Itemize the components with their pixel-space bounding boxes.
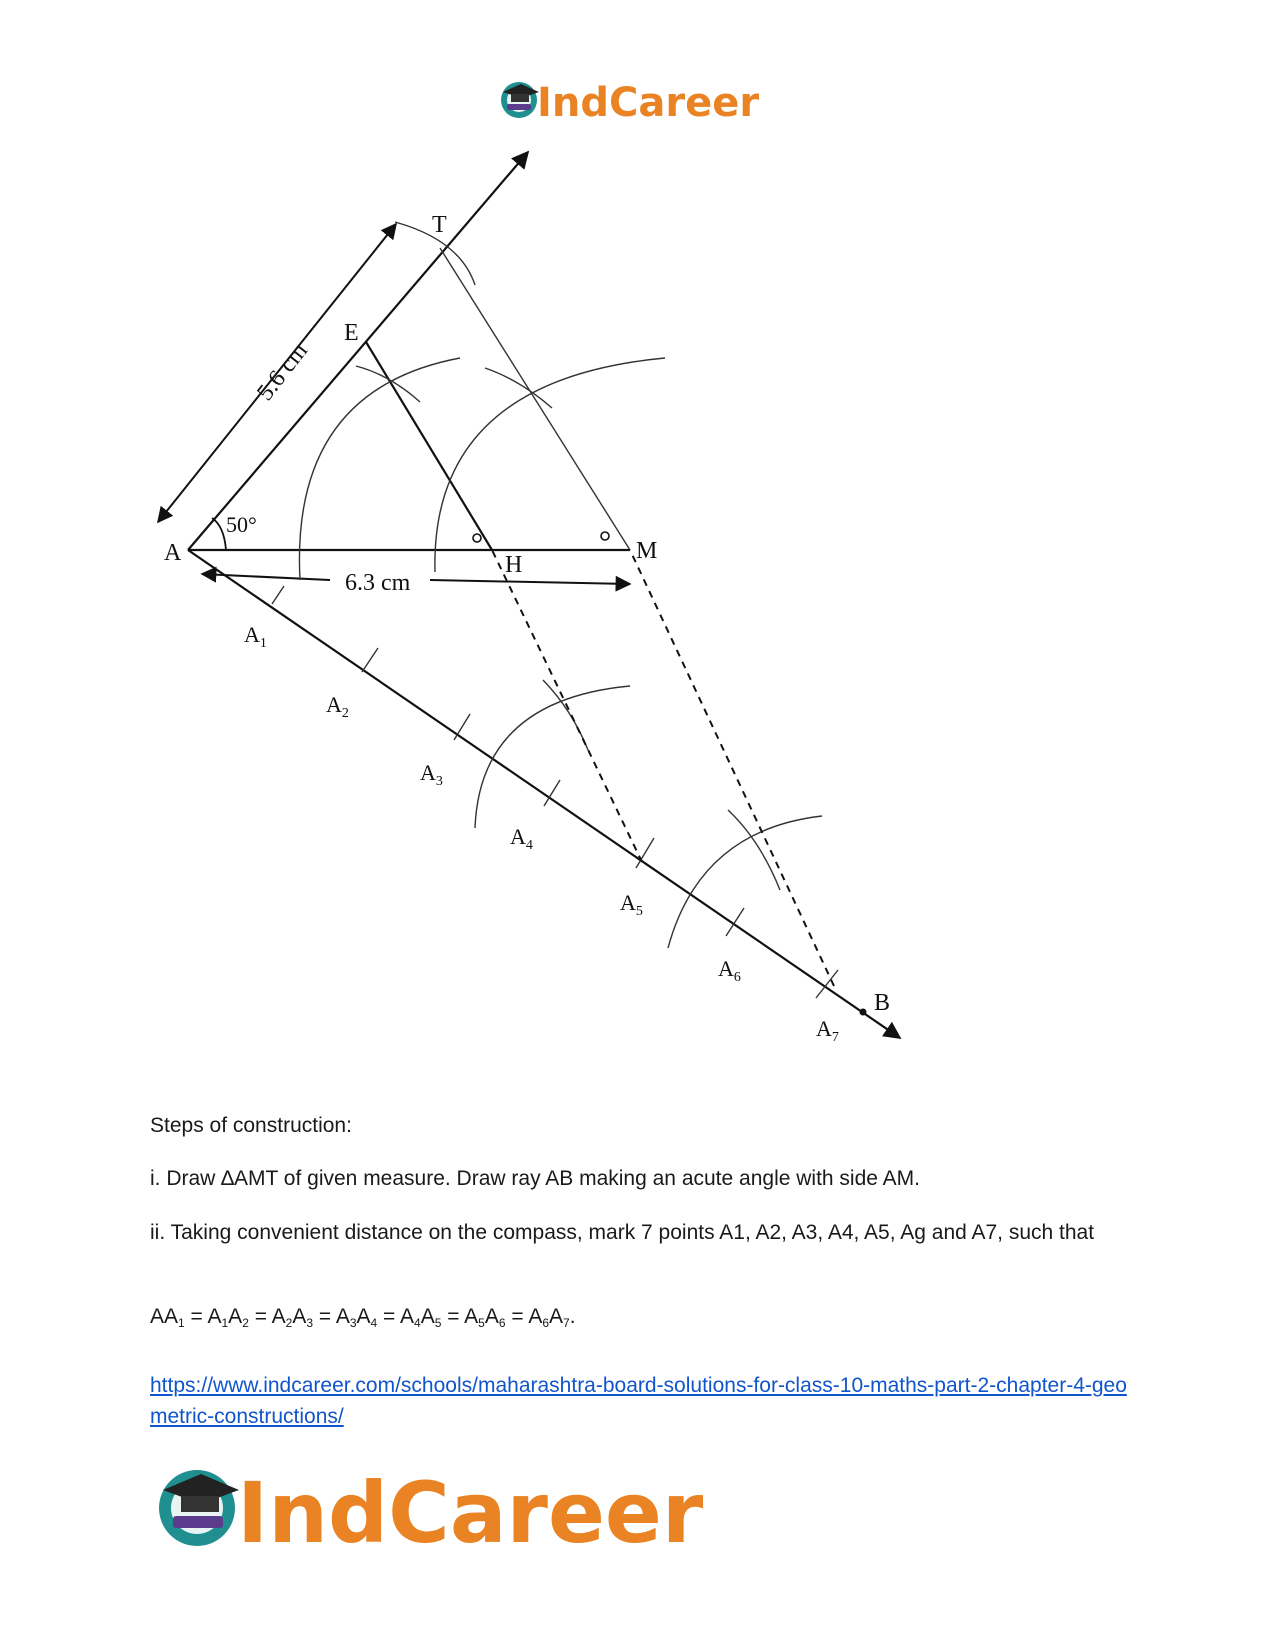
label-am-length: 6.3 cm (345, 570, 411, 596)
equation-subscript: 1 (221, 1316, 229, 1330)
equation-subscript: 3 (306, 1316, 314, 1330)
label-a4: $A_4$ (510, 824, 533, 853)
tick-a1 (272, 586, 284, 604)
label-a7: $A_7$ (816, 1016, 839, 1045)
point-b-dot (860, 1009, 867, 1016)
indcareer-logo-bottom (155, 1458, 705, 1558)
steps-heading-block (150, 1110, 1130, 1141)
step-2-block (150, 1217, 1130, 1248)
angle-mark-m (601, 532, 609, 540)
steps-heading: Steps of construction: (150, 1114, 352, 1137)
equation-text: = A (248, 1305, 286, 1328)
equation-subscript: 4 (414, 1316, 421, 1330)
equation-text: = A (377, 1305, 414, 1328)
tick-h2 (543, 680, 588, 750)
equation-subscript: 6 (542, 1316, 550, 1330)
logo-text: IndCareer (237, 1464, 704, 1558)
angle-arc (212, 518, 226, 550)
equation-text: A (549, 1305, 564, 1328)
label-a1: $A_1$ (244, 622, 267, 651)
equation-subscript: 3 (349, 1316, 357, 1330)
tick-a2 (362, 648, 378, 672)
label-m: M (636, 538, 658, 564)
equation-text: AA (150, 1305, 179, 1328)
label-b: B (874, 990, 891, 1016)
label-a5: $A_5$ (620, 890, 643, 919)
equation-subscript: 6 (498, 1316, 506, 1330)
dashed-a7-m (630, 550, 834, 986)
equation-subscript: 7 (563, 1316, 570, 1330)
label-a6: $A_6$ (718, 956, 741, 985)
equation-subscript: 5 (434, 1316, 442, 1330)
equation-subscript: 5 (478, 1316, 485, 1330)
arc-2 (435, 358, 665, 572)
equation-subscript: 2 (242, 1316, 249, 1330)
graduation-cap-icon (159, 1470, 239, 1546)
label-h: H (505, 552, 523, 578)
arc-4 (475, 686, 630, 828)
step-1-block (150, 1163, 1130, 1194)
equation-text: A (356, 1305, 371, 1328)
equation-text: . (569, 1305, 576, 1328)
label-a: A (164, 540, 182, 566)
equation-text: A (420, 1305, 435, 1328)
step-2: ii. Taking convenient distance on the compass, mark 7 points A1, A2, A3, A4, A5, Ag and A7, such that (150, 1221, 1095, 1244)
dimension-am-right (430, 580, 630, 584)
dimension-am-left (202, 574, 330, 580)
label-a2: $A_2$ (326, 692, 349, 721)
equation-text: = A (313, 1305, 350, 1328)
source-link[interactable]: https://www.indcareer.com/schools/maharashtra-board-solutions-for-class-10-maths-part-2-chapter-4-geometric-constructions/ (150, 1374, 1127, 1428)
tick-a3 (454, 714, 470, 740)
ray-at (188, 152, 528, 550)
label-angle: 50° (226, 512, 257, 537)
label-t: T (432, 212, 447, 238)
label-at-length: 5.6 cm (252, 338, 313, 406)
equation-text: = A (184, 1305, 222, 1328)
ray-ab (188, 550, 900, 1038)
dashed-a5-h (492, 550, 642, 862)
tick-m2 (728, 810, 780, 890)
equation-text: = A (441, 1305, 479, 1328)
segment-eh (366, 342, 492, 550)
equation-text: A (228, 1305, 243, 1328)
tick-a6 (726, 908, 744, 936)
equation-text: = A (505, 1305, 543, 1328)
arc-5 (668, 816, 822, 948)
equal-segments-equation (150, 1301, 1130, 1332)
segment-tm (440, 248, 630, 550)
equation-subscript: 4 (370, 1316, 378, 1330)
label-a3: $A_3$ (420, 760, 443, 789)
graduation-cap-icon (501, 82, 539, 118)
equation-text: A (484, 1305, 499, 1328)
equation-subscript: 2 (285, 1316, 293, 1330)
step-1: i. Draw ∆AMT of given measure. Draw ray AB making an acute angle with side AM. (150, 1167, 920, 1190)
angle-mark-h (473, 534, 481, 542)
equation-block (150, 1301, 1130, 1332)
construction-figure (140, 140, 1040, 1100)
label-e: E (344, 320, 359, 346)
equation-text: A (292, 1305, 307, 1328)
tick-e (356, 366, 420, 402)
link-block (150, 1370, 1130, 1432)
equation-subscript: 1 (178, 1316, 185, 1330)
logo-text: IndCareer (537, 80, 760, 126)
indcareer-logo-top (497, 76, 777, 136)
